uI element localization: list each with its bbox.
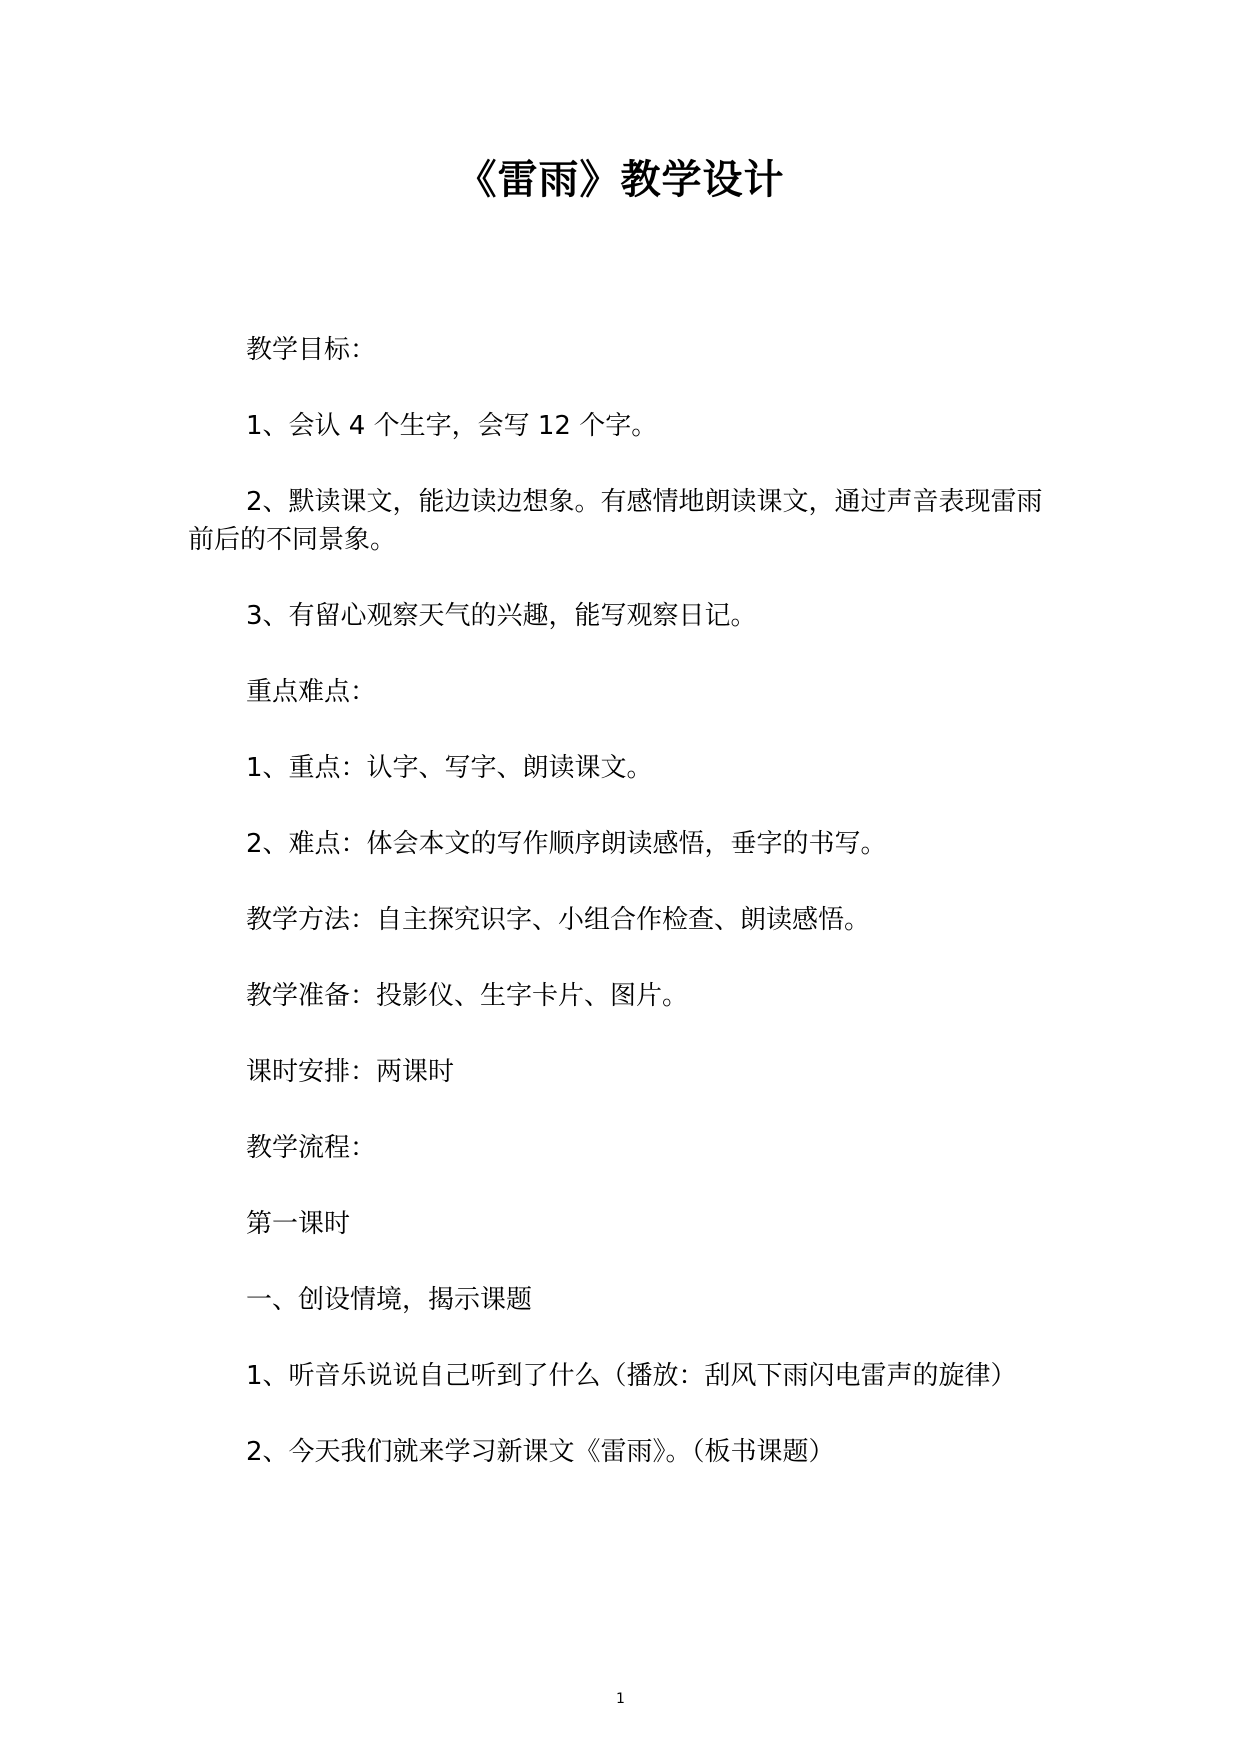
page-number: 1 [616, 1691, 625, 1707]
paragraph-difficult-point: 2、难点：体会本文的写作顺序朗读感悟，垂字的书写。 [246, 829, 887, 859]
paragraph-teaching-goals-heading: 教学目标： [246, 335, 377, 365]
paragraph-goal-3: 3、有留心观察天气的兴趣，能写观察日记。 [246, 601, 757, 631]
paragraph-class-arrangement: 课时安排：两课时 [246, 1057, 455, 1087]
paragraph-step-1: 1、听音乐说说自己听到了什么（播放：刮风下雨闪电雷声的旋律） [246, 1361, 1017, 1391]
paragraph-teaching-method: 教学方法：自主探究识字、小组合作检查、朗读感悟。 [246, 905, 871, 935]
document-title: 《雷雨》教学设计 [456, 156, 785, 203]
paragraph-step-2: 2、今天我们就来学习新课文《雷雨》。（板书课题） [246, 1437, 835, 1467]
paragraph-goal-2: 2、默读课文，能边读边想象。有感情地朗读课文，通过声音表现雷雨前后的不同景象。 [188, 487, 1043, 555]
paragraph-key-difficult-heading: 重点难点： [246, 677, 377, 707]
paragraph-teaching-preparation: 教学准备：投影仪、生字卡片、图片。 [246, 981, 689, 1011]
paragraph-key-point: 1、重点：认字、写字、朗读课文。 [246, 753, 653, 783]
document-body [188, 331, 1053, 1509]
paragraph-first-lesson: 第一课时 [246, 1209, 351, 1239]
paragraph-goal-1: 1、会认 4 个生字，会写 12 个字。 [246, 411, 658, 441]
paragraph-section-one: 一、创设情境，揭示课题 [246, 1285, 533, 1315]
paragraph-teaching-process-heading: 教学流程： [246, 1133, 377, 1163]
